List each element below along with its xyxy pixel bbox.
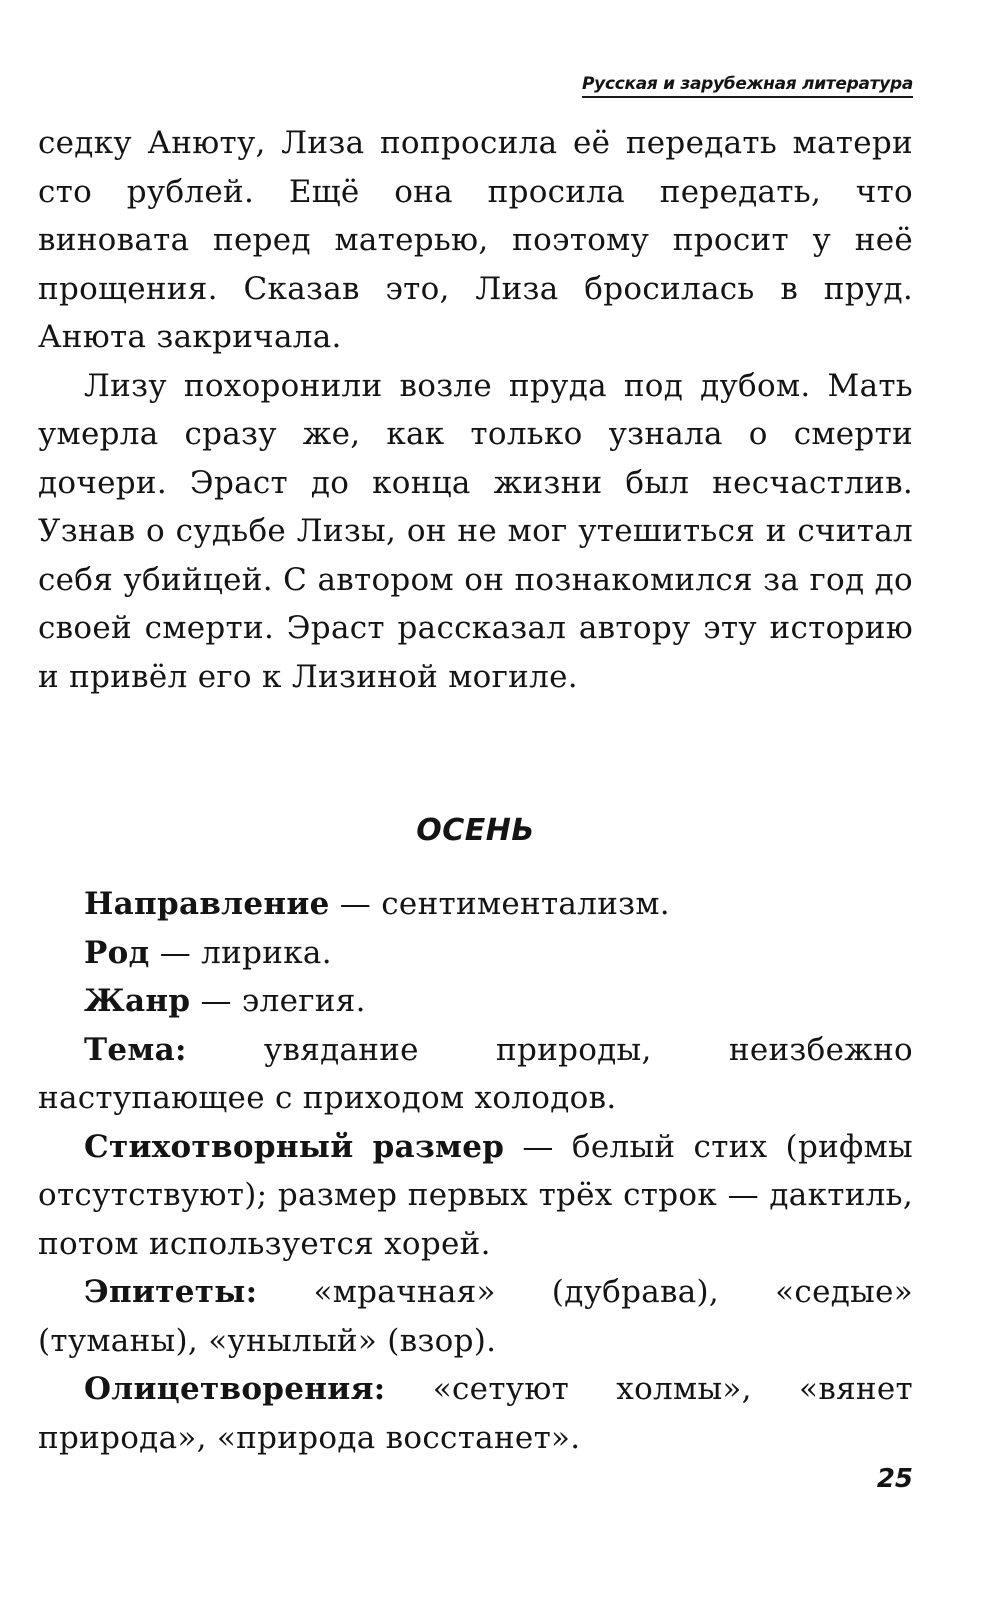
- analysis-item: [38, 1268, 913, 1365]
- story-summary: [38, 119, 913, 701]
- term-label: Жанр: [84, 983, 191, 1019]
- term-text: — элегия.: [190, 983, 366, 1019]
- analysis-item: [38, 929, 913, 978]
- term-label: Эпитеты:: [84, 1274, 258, 1310]
- term-text: — сентиментализм.: [329, 886, 670, 922]
- analysis-list: [38, 880, 913, 1462]
- term-text: «мрачная» (дубрава), «седые» (туманы), «унылый» (взор).: [38, 1274, 913, 1359]
- analysis-item: [38, 1365, 913, 1462]
- term-label: Стихотворный размер: [84, 1128, 505, 1165]
- term-label: Тема:: [84, 1031, 187, 1068]
- page-number: 25: [876, 1464, 913, 1494]
- paragraph: Лизу похоронили возле пруда под дубом. Мать умерла сразу же, как только узнала о смерти дочери. Эраст до конца жизни был несчастлив. Узнав о судьбе Лизы, он не мог утешиться и считал себя убийцей. С автором он познакомился за год до своей смерти. Эраст рассказал автору эту историю и привёл его к Лизиной могиле.: [38, 367, 913, 695]
- analysis-item: [38, 880, 913, 929]
- term-label: Олицетворения:: [84, 1371, 386, 1407]
- term-label: Направление: [84, 886, 330, 922]
- term-text: — белый стих (рифмы отсутствуют); размер первых трёх строк — дактиль, потом используется хорей.: [38, 1128, 913, 1262]
- term-label: Род: [84, 934, 150, 971]
- analysis-item: [38, 1123, 913, 1269]
- running-head: Русская и зарубежная литература: [582, 74, 913, 98]
- section-title: ОСЕНЬ: [416, 813, 535, 848]
- analysis-item: [38, 977, 913, 1026]
- term-text: «сетуют холмы», «вянет природа», «природа восстанет».: [38, 1371, 913, 1456]
- paragraph: седку Анюту, Лиза попросила её передать матери сто рублей. Ещё она просила передать, что виновата перед матерью, поэтому просит у неё прощения. Сказав это, Лиза бросилась в пруд. Анюта закричала.: [38, 125, 913, 355]
- analysis-item: [38, 1026, 913, 1123]
- term-text: увядание природы, неизбежно наступающее с приходом холодов.: [38, 1031, 913, 1116]
- term-text: — лирика.: [149, 934, 332, 971]
- book-page: [38, 0, 913, 1621]
